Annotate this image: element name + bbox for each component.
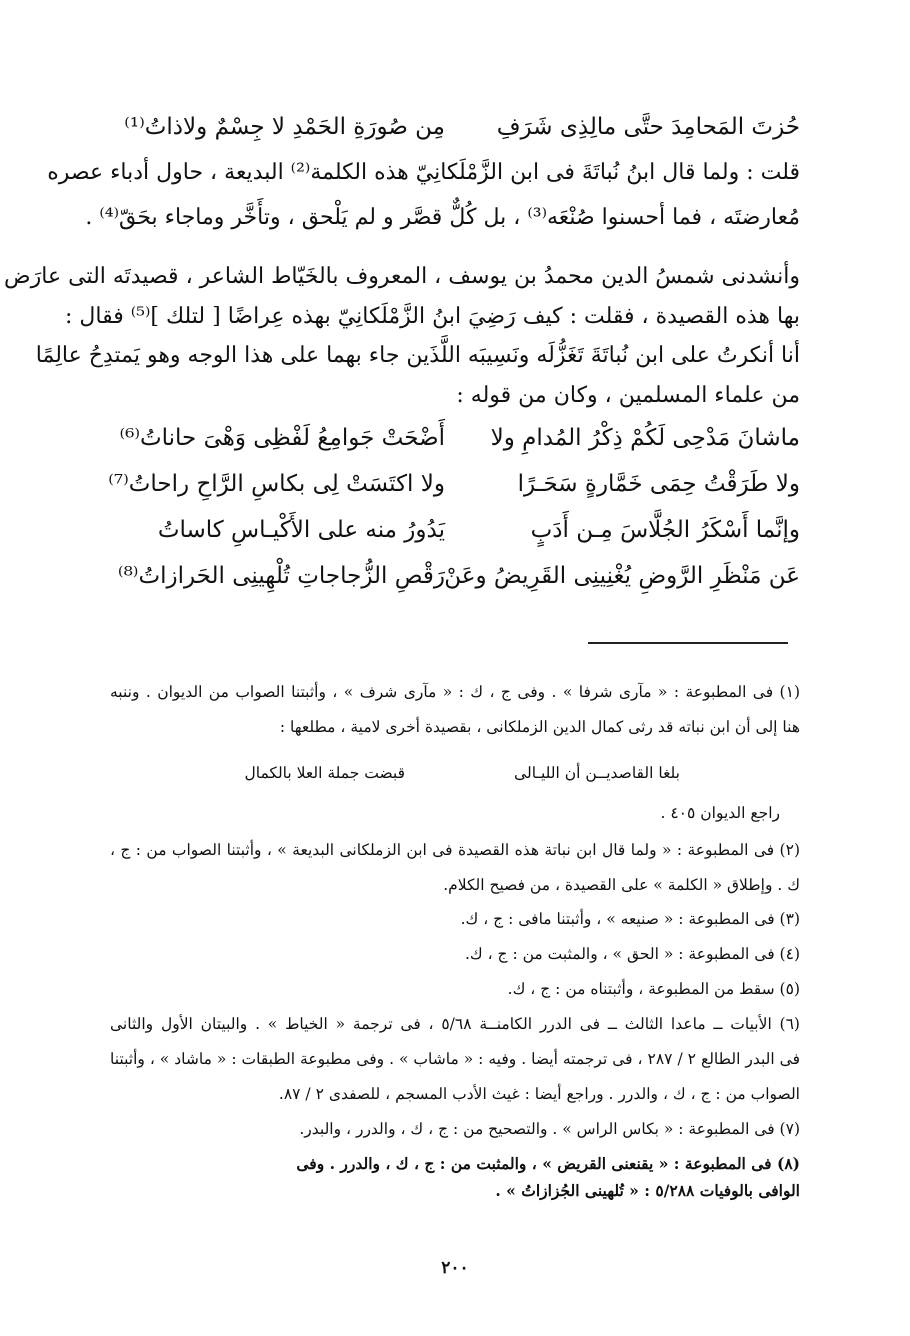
page-number: ٢٠٠ xyxy=(441,1258,469,1278)
verse-top-second-hemistich: مِن صُورَةِ الحَمْدِ لا جِسْمٌ ولاذاتُ⁽¹⁾ xyxy=(124,114,445,140)
footnote-2-line: (٢) فى المطبوعة : « ولما قال ابن نباتة هذه القصيدة فى ابن الزملكانى البديعة » ، وأثبتنا الصواب من : ج ، xyxy=(110,841,800,859)
poem-first-hemistich: ولا طَرَقْتُ حِمَى خَمَّارةٍ سَحَـرًا xyxy=(517,471,800,497)
footnote-1-line: (١) فى المطبوعة : « مآرى شرفا » . وفى ج ، ك : « مآرى شرف » ، وأثبتنا الصواب من الديوان . وننبه xyxy=(110,683,800,701)
poem-second-hemistich: ولا اكتَسَتْ لِى بكاسِ الرَّاحِ راحاتُ⁽⁷⁾ xyxy=(108,471,445,497)
poem-first-hemistich: وإنَّما أَسْكَرُ الجُلَّاسَ مِـن أَدَبٍ xyxy=(530,517,800,543)
poem-second-hemistich: يَدُورُ منه على الأَكْيـاسِ كاساتُ xyxy=(157,517,445,543)
paragraph-line: قلت : ولما قال ابنُ نُباتَةَ فى ابن الزَّمْلَكانِيّ هذه الكلمة⁽²⁾ البديعة ، حاول أدباء عصره xyxy=(47,160,800,185)
paragraph-line: بها هذه القصيدة ، فقلت : كيف رَضِيَ ابنُ الزَّمْلَكانِيّ بهذه عِراضًا [ لتلك ]⁽⁵⁾ فقال : xyxy=(65,304,800,329)
footnote-7: (٧) فى المطبوعة : « بكاس الراس » . والتصحيح من : ج ، ك ، والدرر ، والبدر. xyxy=(299,1120,800,1138)
poem-second-hemistich: رَقْصِ الزُّجاجاتِ تُلْهِينِى الحَرازاتُ⁽⁸⁾ xyxy=(117,563,445,589)
paragraph-line: مُعارضتَه ، فما أحسنوا صُنْعَه⁽³⁾ ، بل كُلٌّ قصَّر و لم يَلْحق ، وتأَخَّر وماجاء بحَقّ⁽⁴⁾ . xyxy=(85,205,800,230)
footnote-1-verse-first: بلغا القاصديــن أن الليـالى xyxy=(514,764,680,782)
paragraph-line: وأنشدنى شمسُ الدين محمدُ بن يوسف ، المعروف بالخَيّاط الشاعر ، قصيدتَه التى عارَض xyxy=(4,264,800,289)
footnote-separator xyxy=(588,642,788,644)
footnote-6-line: الصواب من : ج ، ك ، والدرر . وراجع أيضا : غيث الأدب المسجم ، للصفدى ٢ / ٨٧. xyxy=(278,1085,800,1103)
footnote-1-reference: راجع الديوان ٤٠٥ . xyxy=(660,804,780,822)
footnote-4: (٤) فى المطبوعة : « الحق » ، والمثبت من : ج ، ك. xyxy=(464,945,800,963)
footnote-5: (٥) سقط من المطبوعة ، وأثبتناه من : ج ، ك. xyxy=(507,980,800,998)
footnote-6-line: فى البدر الطالع ٢ / ٢٨٧ ، فى ترجمته أيضا . وفيه : « ماشاب » . وفى مطبوعة الطبقات : « ماشاد » ، وأثبتنا xyxy=(110,1050,800,1068)
footnote-1-verse-second: قبضت جملة العلا بالكمال xyxy=(244,764,405,782)
footnote-2-line: ك . وإطلاق « الكلمة » على القصيدة ، من فصيح الكلام. xyxy=(443,876,800,894)
paragraph-line: أنا أنكرتُ على ابن نُباتَةَ تَغَزُّلَه ونَسِيبَه اللَّذَين جاء بهما على هذا الوجه وهو يَمتدِحُ عالِمًا xyxy=(35,343,800,368)
poem-first-hemistich: ماشانَ مَدْحِى لَكُمْ ذِكْرُ المُدامِ ولا xyxy=(490,425,800,451)
footnote-8-line: الوافى بالوفيات ٥/٢٨٨ : « تُلهينى الجُزازاتُ » . xyxy=(495,1181,800,1200)
paragraph-line: من علماء المسلمين ، وكان من قوله : xyxy=(456,383,800,408)
verse-top-first-hemistich: حُزتَ المَحامِدَ حتَّى مالِذِى شَرَفِ xyxy=(496,114,800,140)
footnote-1-line: هنا إلى أن ابن نباته قد رثى كمال الدين الزملكانى ، بقصيدة أخرى لامية ، مطلعها : xyxy=(279,718,800,736)
poem-second-hemistich: أَضْحَتْ جَوامِعُ لَفْظِى وَهْىَ حاناتُ⁽⁶⁾ xyxy=(119,425,445,451)
footnote-3: (٣) فى المطبوعة : « صنيعه » ، وأثبتنا مافى : ج ، ك. xyxy=(460,910,800,928)
poem-first-hemistich: عَن مَنْظَرِ الرَّوضِ يُغْنِينِى القَرِيضُ وعَنْ xyxy=(444,563,800,589)
footnote-6-line: (٦) الأبيات ــ ماعدا الثالث ــ فى الدرر الكامنــة ٥/٦٨ ، فى ترجمة « الخياط » . والبيتان الأول والثانى xyxy=(110,1015,800,1033)
footnote-8-line: (٨) فى المطبوعة : « يقنعنى القريض » ، والمثبت من : ج ، ك ، والدرر . وفى xyxy=(296,1154,800,1173)
